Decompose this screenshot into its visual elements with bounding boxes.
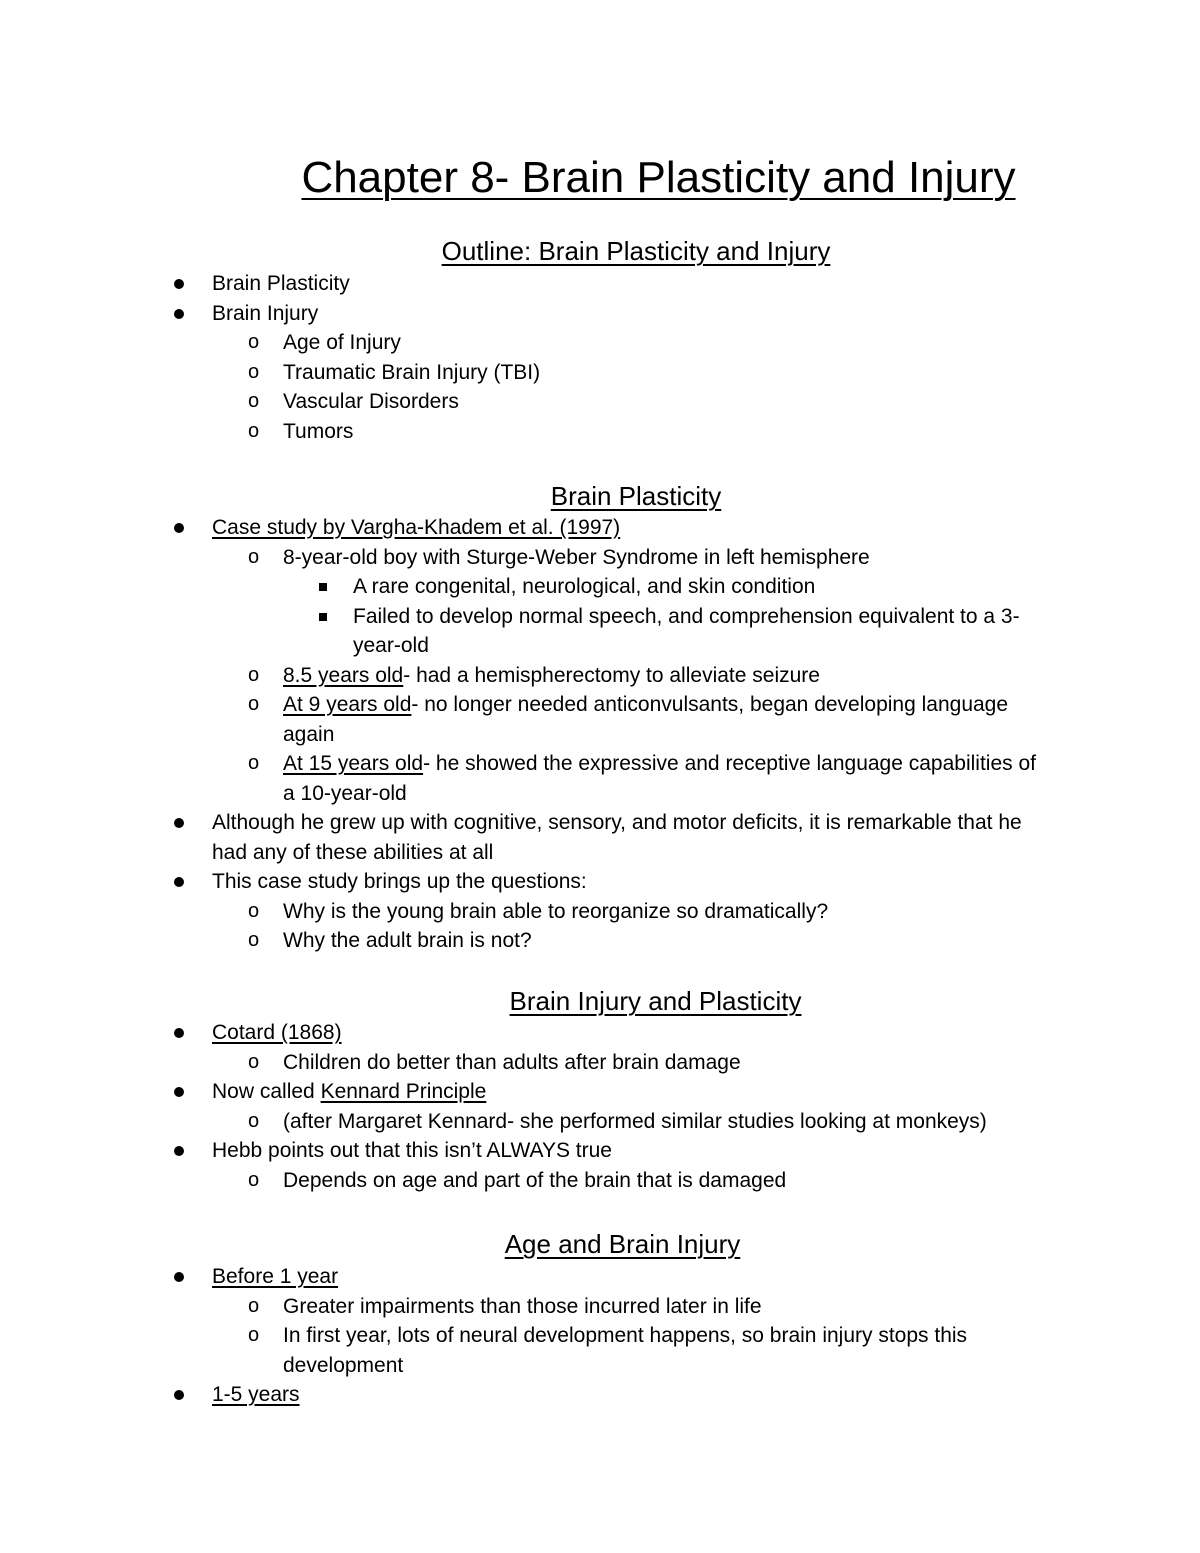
list-item: Case study by Vargha-Khadem et al. (1997) (0, 513, 1200, 543)
circle-bullet-icon: o (248, 1168, 260, 1191)
list-item: Brain Injury (0, 299, 1200, 329)
section-heading-brain-injury-plasticity: Brain Injury and Plasticity (509, 986, 802, 1016)
list-item: This case study brings up the questions: (0, 867, 1200, 897)
bullet-icon (174, 1028, 184, 1038)
list-item: o Age of Injury (0, 328, 1200, 358)
list-item: o Vascular Disorders (0, 387, 1200, 417)
bullet-icon (174, 818, 184, 828)
list-item: o In first year, lots of neural development happens, so brain injury stops this development (0, 1321, 1200, 1380)
bullet-icon (174, 523, 184, 533)
list-item: o (after Margaret Kennard- she performed similar studies looking at monkeys) (0, 1107, 1200, 1137)
injury-plasticity-list (0, 1018, 1200, 1195)
circle-bullet-icon: o (248, 1109, 260, 1132)
plasticity-list (0, 513, 1200, 956)
list-item: Hebb points out that this isn’t ALWAYS true (0, 1136, 1200, 1166)
list-item: o Why is the young brain able to reorganize so dramatically? (0, 897, 1200, 927)
square-bullet-icon (319, 613, 327, 621)
list-item: o 8-year-old boy with Sturge-Weber Syndrome in left hemisphere (0, 543, 1200, 573)
list-item: Cotard (1868) (0, 1018, 1200, 1048)
age-injury-list (0, 1262, 1200, 1410)
circle-bullet-icon: o (248, 752, 260, 774)
outline-list (0, 269, 1200, 446)
bullet-icon (174, 1390, 184, 1400)
section-heading-age-brain-injury: Age and Brain Injury (504, 1229, 741, 1259)
circle-bullet-icon: o (248, 1324, 260, 1346)
list-item: o At 9 years old- no longer needed anticonvulsants, began developing language again (0, 690, 1200, 749)
section-heading-brain-plasticity: Brain Plasticity (550, 481, 722, 511)
list-item: Brain Plasticity (0, 269, 1200, 299)
bullet-icon (174, 309, 184, 319)
list-item: o Depends on age and part of the brain that is damaged (0, 1166, 1200, 1196)
bullet-icon (174, 877, 184, 887)
list-item: o Tumors (0, 417, 1200, 447)
circle-bullet-icon: o (248, 545, 260, 568)
circle-bullet-icon: o (248, 899, 260, 922)
bullet-icon (174, 1272, 184, 1282)
circle-bullet-icon: o (248, 390, 260, 412)
list-item: 1-5 years (0, 1380, 1200, 1410)
list-item: o At 15 years old- he showed the expressive and receptive language capabilities of a 10-year-old (0, 749, 1200, 808)
list-item: o 8.5 years old- had a hemispherectomy to alleviate seizure (0, 661, 1200, 691)
bullet-icon (174, 1087, 184, 1097)
list-item: o Traumatic Brain Injury (TBI) (0, 358, 1200, 388)
list-item: o Why the adult brain is not? (0, 926, 1200, 956)
list-item: Failed to develop normal speech, and comprehension equivalent to a 3-year-old (0, 602, 1200, 661)
circle-bullet-icon: o (248, 1294, 260, 1317)
circle-bullet-icon: o (248, 663, 260, 686)
page-title: Chapter 8- Brain Plasticity and Injury (301, 153, 1016, 202)
list-item: Although he grew up with cognitive, sensory, and motor deficits, it is remarkable that he had any of these abilities at all (0, 808, 1200, 867)
circle-bullet-icon: o (248, 1050, 260, 1073)
circle-bullet-icon: o (248, 693, 260, 715)
list-item: A rare congenital, neurological, and skin condition (0, 572, 1200, 602)
bullet-icon (174, 279, 184, 289)
outline-heading: Outline: Brain Plasticity and Injury (441, 236, 831, 266)
circle-bullet-icon: o (248, 360, 260, 383)
circle-bullet-icon: o (248, 331, 260, 353)
circle-bullet-icon: o (248, 419, 260, 442)
list-item: o Greater impairments than those incurred later in life (0, 1292, 1200, 1322)
circle-bullet-icon: o (248, 929, 260, 951)
square-bullet-icon (319, 583, 327, 591)
bullet-icon (174, 1146, 184, 1156)
list-item: Before 1 year (0, 1262, 1200, 1292)
list-item: Now called Kennard Principle (0, 1077, 1200, 1107)
list-item: o Children do better than adults after brain damage (0, 1048, 1200, 1078)
